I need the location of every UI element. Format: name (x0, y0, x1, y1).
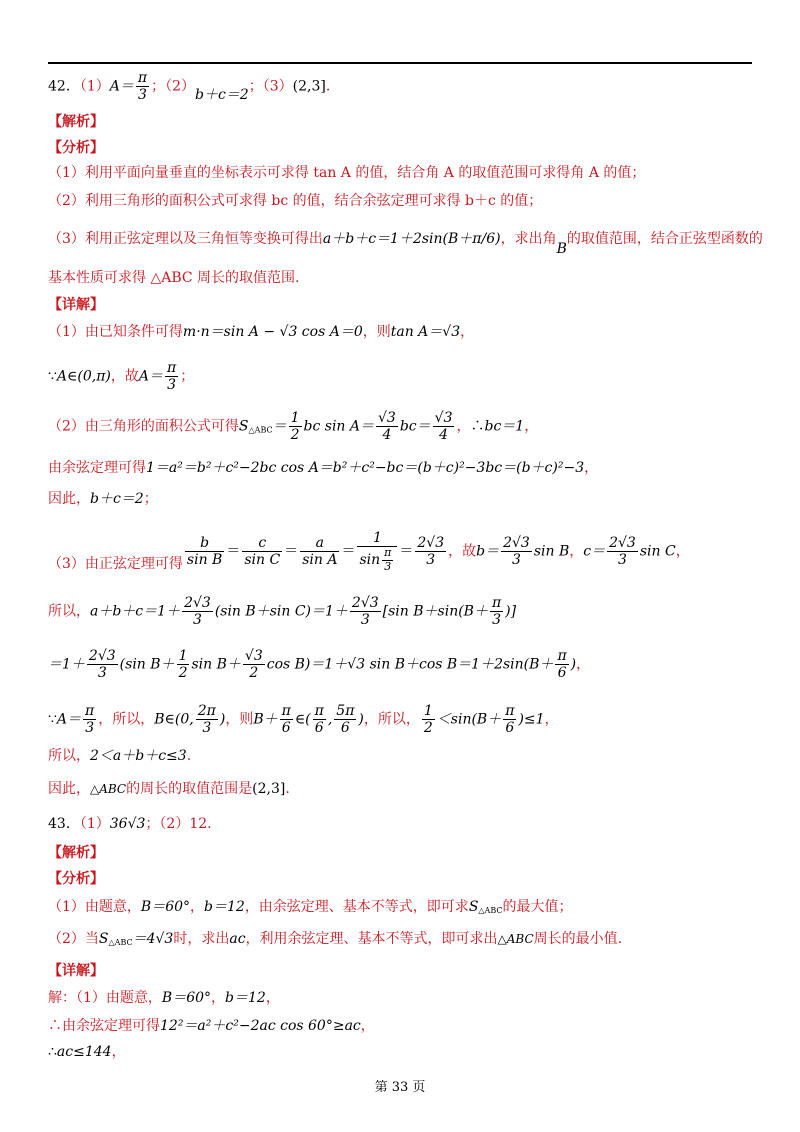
section-xiangjie-43: 【详解】 (48, 963, 104, 979)
fraction-denominator: 6 (314, 720, 324, 737)
triangle-symbol: △ABC (497, 932, 534, 946)
fraction-denominator: 3 (426, 552, 436, 569)
fraction-denominator: 3 (138, 87, 147, 104)
formula: ac≤144 (56, 1044, 112, 1060)
fraction-denominator: 2 (249, 665, 259, 682)
q43-number: 43． (48, 816, 80, 832)
fraction (490, 595, 503, 628)
fraction-denominator: 3 (384, 559, 392, 573)
text: ，利用余弦定理、基本不等式，即可求出 (245, 931, 498, 947)
text: ，所以， (363, 711, 420, 728)
q42-answer1-fraction (136, 70, 149, 103)
fraction-numerator: π (314, 703, 324, 719)
fraction-numerator: π (85, 703, 95, 719)
fraction-denominator: sin B (186, 552, 223, 569)
analysis43-step-1 (48, 900, 572, 915)
fraction-numerator: 2√3 (184, 595, 211, 611)
fraction (357, 530, 397, 573)
therefore-symbol: ∴ (470, 418, 485, 435)
fraction-numerator: 1 (178, 648, 188, 664)
q43-answer-line (48, 817, 212, 831)
fraction (376, 410, 398, 443)
fraction-numerator: π (137, 70, 148, 86)
fraction-numerator: π (557, 648, 567, 664)
text: . (285, 781, 290, 797)
fraction (382, 547, 393, 573)
text: ，由余弦定理、基本不等式，即可求 (244, 899, 469, 915)
formula: [sin B＋sin(B＋ (382, 603, 488, 620)
formula: ＜sin(B＋ (436, 711, 502, 728)
text: ， (675, 543, 690, 560)
A-eq: A＝ (138, 368, 164, 385)
fraction-numerator: 1 (423, 703, 433, 719)
formula: bc＝ (399, 418, 431, 435)
formula: 12²＝a²＋c²−2ac cos 60°≥ac (160, 1018, 361, 1034)
fraction (280, 703, 293, 736)
text: 由余弦定理可得 (48, 460, 146, 476)
fraction-numerator: 2√3 (351, 595, 379, 611)
equals: ＝ (272, 418, 287, 435)
text: ，则 (362, 324, 391, 340)
fraction (196, 703, 218, 736)
section-xiangjie: 【详解】 (48, 297, 104, 313)
q43-part2: （2）12. (159, 816, 212, 832)
area-symbol: S (238, 418, 249, 435)
triangle-symbol: △ABC (90, 782, 127, 796)
q43-answer1: 36√3 (109, 816, 146, 832)
angle-B: B (556, 241, 567, 257)
c-eq: c＝ (583, 543, 606, 560)
fraction-denominator: 3 (492, 612, 502, 629)
fraction (415, 535, 446, 568)
formula: bc sin A＝ (303, 418, 375, 435)
fraction-numerator: √3 (434, 410, 453, 426)
section-jiexi: 【解析】 (48, 114, 104, 130)
fraction (555, 648, 568, 681)
separator: ； (248, 78, 263, 95)
formula: ac (229, 931, 246, 947)
fraction-denominator: 3 (192, 612, 202, 629)
fraction-denominator: 6 (505, 720, 515, 737)
fraction-denominator: 3 (167, 377, 177, 394)
detail-line-9 (48, 703, 559, 736)
text: ， (265, 990, 280, 1006)
fraction (83, 703, 96, 736)
separator: ； (145, 816, 160, 832)
q42-answer1-lhs: A＝ (109, 78, 134, 95)
formula: (sin B＋ (119, 656, 175, 673)
detail-line-2 (48, 360, 194, 393)
fraction (243, 648, 265, 681)
range: (2,3] (252, 781, 286, 797)
analysis-step-3 (48, 231, 763, 257)
fraction-numerator: √3 (378, 410, 396, 426)
fraction (350, 595, 381, 628)
formula: sin B＋ (191, 656, 241, 673)
fraction (300, 535, 339, 568)
fraction-denominator: 3 (97, 665, 107, 682)
solution43-line-2 (48, 1019, 375, 1033)
fraction-denominator (357, 547, 397, 573)
section-jiexi-43: 【解析】 (48, 845, 104, 861)
fraction (242, 535, 282, 568)
solution43-line-3 (48, 1045, 126, 1059)
formula: ∈( (294, 711, 311, 728)
sum-result: b＋c＝2 (90, 491, 144, 507)
section-fenxi: 【分析】 (48, 140, 104, 156)
fraction-denominator: sin C (244, 552, 281, 569)
tan-formula: tan A＝√3 (390, 324, 461, 340)
detail-line-1 (48, 325, 474, 339)
text: ， (456, 418, 471, 435)
fraction-numerator: π (281, 703, 291, 719)
text: ， (544, 711, 559, 728)
fraction-denominator: 3 (202, 720, 212, 737)
solution43-line-1 (48, 991, 280, 1005)
fraction-denominator: 2 (423, 720, 433, 737)
detail-line-8 (48, 648, 590, 681)
text: ， (190, 899, 205, 915)
fraction-numerator: 2√3 (88, 648, 116, 664)
q42-part2-label: （2） (165, 78, 195, 95)
fraction-numerator: 5π (336, 703, 355, 719)
fraction (313, 703, 326, 736)
fraction (334, 703, 356, 736)
formula: )≤1 (518, 711, 545, 728)
fraction-denominator: 2 (290, 427, 300, 444)
q42-answer-line (48, 70, 330, 103)
q43-part1-label: （1） (79, 816, 110, 832)
text: ， (524, 418, 539, 435)
text: 因此， (48, 781, 90, 797)
text: ， (576, 656, 591, 673)
fraction (422, 703, 435, 736)
detail-line-7 (48, 595, 516, 628)
perimeter-formula: a＋b＋c＝1＋2sin(B＋π/6) (322, 231, 501, 247)
analysis-step-3-text3: 的取值范围，结合正弦型函数的 (566, 231, 763, 247)
because-symbol: ∵ (48, 368, 57, 385)
formula: , (327, 711, 333, 728)
formula: (sin B＋sin C)＝1＋ (214, 603, 348, 620)
fraction-denominator: sin A (302, 552, 338, 569)
cosine-law-formula: 1＝a²＝b²＋c²−2bc cos A＝b²＋c²−bc＝(b＋c)²−3bc＝(b＋c)²−3 (146, 460, 585, 476)
fraction-numerator: 2√3 (417, 535, 445, 552)
formula: a＋b＋c＝1＋ (90, 603, 181, 620)
fraction (182, 595, 213, 628)
q42-part3-label: （3） (262, 78, 293, 95)
formula: ) (219, 711, 226, 728)
formula: b＝12 (225, 990, 266, 1006)
analysis-step-3-text: （3）利用正弦定理以及三角恒等变换可得出 (48, 231, 323, 247)
detail-line-4 (48, 461, 598, 475)
text: ，则 (225, 711, 254, 728)
sin-C: sin C (639, 543, 676, 560)
formula: ＝1＋ (48, 656, 85, 673)
text: ； (180, 368, 195, 385)
fraction-denominator: 3 (85, 720, 95, 737)
subscript: △ABC (108, 938, 133, 947)
fraction (503, 703, 516, 736)
text: 因此， (48, 491, 90, 507)
text: 周长的最小值. (533, 931, 623, 947)
text: ，故 (110, 368, 139, 385)
text: ∴由余弦定理可得 (48, 1018, 160, 1034)
text: ， (584, 460, 599, 476)
formula: B∈(0, (154, 711, 194, 728)
fraction (87, 648, 118, 681)
sin: sin (359, 552, 381, 569)
analysis-step-2: （2）利用三角形的面积公式可求得 bc 的值，结合余弦定理可求得 b＋c 的值； (48, 193, 543, 209)
analysis-step-3-text2: ，求出角 (500, 231, 557, 247)
text: （1）由已知条件可得 (48, 324, 183, 340)
fraction-numerator: 2π (197, 703, 216, 719)
detail-line-6: （3）由正弦定理可得 $\frac{b}{\text{sin B}}$ ＝ $\frac{c}{\text{sin C}}$ ＝ $\frac{a}{\text{sin A}}$ ＝ 1 sin $\frac{\pi}{3}$ ＝ $\frac{2√3}{3}$ ，故b＝ $\frac{2√3}{3}$ sin B，c＝ $\frac{2√3}{3}$ sin C， (48, 530, 690, 573)
fraction-numerator: √3 (244, 648, 263, 664)
text: ，所以， (98, 711, 155, 728)
fraction-numerator: 2√3 (609, 535, 636, 552)
interval-A: A∈(0,π) (56, 368, 111, 385)
fraction-denominator: 6 (340, 720, 350, 737)
q42-number: 42． (48, 78, 80, 95)
text: （2）由三角形的面积公式可得 (48, 418, 239, 435)
text: ， (569, 543, 584, 560)
fraction (185, 535, 224, 568)
b-eq: b＝ (476, 543, 500, 560)
dot-product-formula: m·n＝sin A − √3 cos A＝0 (182, 324, 363, 340)
fraction-numerator: c (242, 535, 282, 552)
text: （3）由正弦定理可得 (48, 555, 183, 572)
text: . (186, 748, 192, 764)
perimeter-range: 2＜a＋b＋c≤3 (90, 748, 187, 764)
fraction (289, 410, 302, 443)
formula: B＝60° (140, 899, 191, 915)
formula: A＝ (56, 711, 82, 728)
fraction-denominator: 3 (360, 612, 370, 629)
text: ，故 (448, 543, 477, 560)
fraction-numerator: b (185, 535, 224, 552)
fraction (501, 535, 532, 568)
fraction-numerator: a (300, 535, 339, 552)
formula: cos B)＝1＋√3 sin B＋cos B＝1＋2sin(B＋ (266, 656, 554, 673)
header-rule (48, 62, 752, 64)
fraction (177, 648, 190, 681)
detail-line-11 (48, 782, 290, 796)
text: 解：（1）由题意， (48, 990, 162, 1006)
fraction-denominator: 4 (439, 427, 449, 444)
fraction-denominator: 6 (281, 720, 291, 737)
fraction-numerator: 1 (357, 530, 397, 547)
fraction-denominator: 2 (178, 665, 188, 682)
fraction (433, 410, 455, 443)
period: . (325, 78, 331, 95)
fraction-numerator: π (167, 360, 177, 376)
fraction (165, 360, 178, 393)
text: （2）当 (48, 931, 99, 947)
text: 的最大值； (502, 899, 573, 915)
analysis-step-3-cont: 基本性质可求得 △ABC 周长的取值范围. (48, 270, 300, 286)
q42-part1-label: （1） (79, 78, 110, 95)
fraction-denominator: 3 (511, 552, 521, 569)
page-footer: 第 33 页 (374, 1080, 426, 1095)
text: ； (143, 491, 158, 507)
q42-answer3: (2,3] (292, 78, 326, 95)
text: ， (211, 990, 226, 1006)
section-fenxi-43: 【分析】 (48, 871, 104, 887)
formula: ) (570, 656, 577, 673)
formula: )] (505, 603, 517, 620)
fraction-numerator: π (491, 595, 502, 611)
detail-line-10 (48, 749, 191, 763)
detail-line-3 (48, 410, 538, 443)
formula: ) (358, 711, 364, 728)
because-symbol: ∵ (48, 711, 57, 728)
text: 所以， (48, 748, 90, 764)
analysis-step-1: （1）利用平面向量垂直的坐标表示可求得 tan A 的值，结合角 A 的取值范围可求得角 A 的值； (48, 165, 646, 181)
fraction-denominator: 3 (618, 552, 627, 569)
fraction-numerator: 2√3 (503, 535, 530, 552)
q42-answer2: b＋c＝2 (195, 86, 249, 103)
fraction-denominator: 6 (557, 665, 567, 682)
subscript: △ABC (248, 425, 273, 435)
bc-result: bc＝1 (484, 418, 525, 435)
formula: b＝12 (204, 899, 245, 915)
fraction-numerator: π (505, 703, 515, 719)
formula: ＝4√3 (132, 931, 174, 947)
text: 的周长的取值范围是 (126, 781, 253, 797)
formula: B＝60° (161, 990, 212, 1006)
text: 所以， (48, 603, 90, 620)
text: ， (111, 1044, 126, 1060)
sin-B: sin B (533, 543, 570, 560)
fraction-numerator: π (384, 546, 392, 560)
fraction-denominator: 4 (382, 427, 392, 444)
detail-line-5 (48, 492, 158, 506)
text: ， (360, 1018, 375, 1034)
fraction-numerator: 1 (290, 410, 300, 426)
formula: B＋ (253, 711, 278, 728)
area-symbol: S (468, 899, 479, 915)
analysis43-step-2 (48, 932, 622, 947)
area-symbol: S (98, 931, 109, 947)
therefore-symbol: ∴ (48, 1044, 57, 1060)
text: （1）由题意， (48, 899, 141, 915)
text: ， (460, 324, 475, 340)
fraction (607, 535, 638, 568)
text: 时，求出 (173, 931, 230, 947)
subscript: △ABC (478, 906, 503, 915)
separator: ； (151, 78, 166, 95)
